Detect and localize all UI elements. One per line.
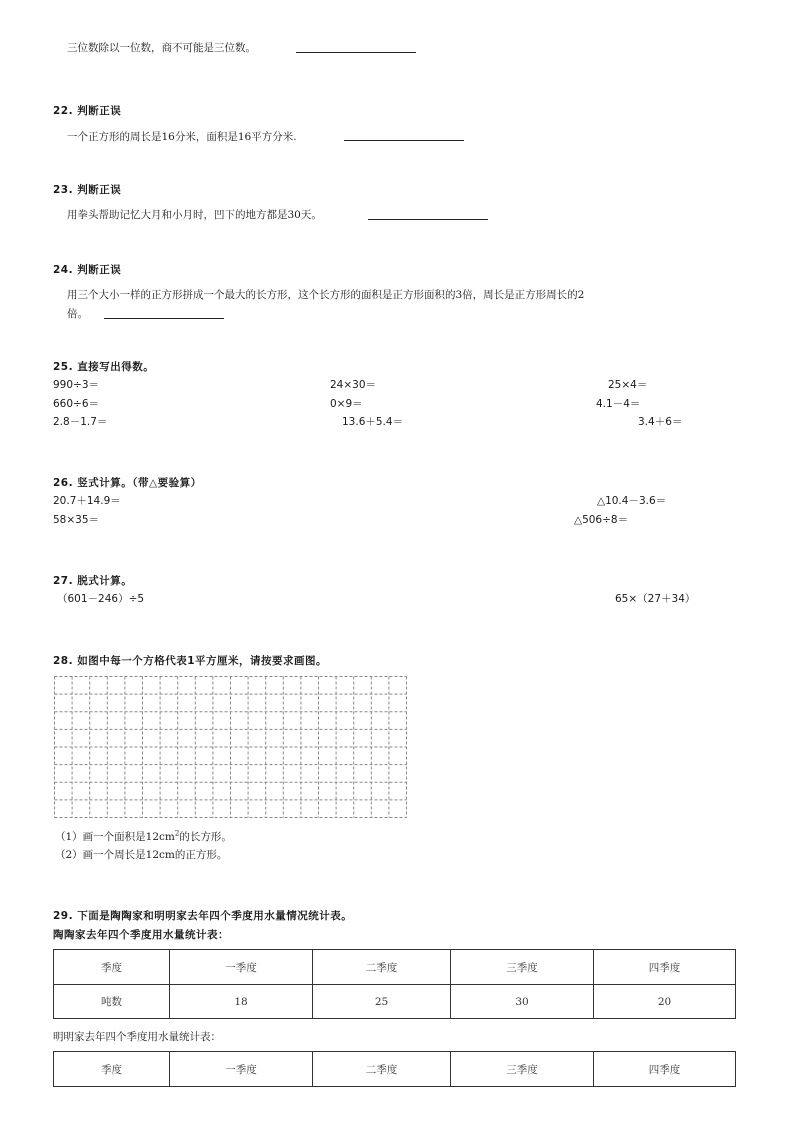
- q28-sub1-text: （1）画一个面积是12cm: [55, 831, 175, 843]
- value-cell: 18: [170, 985, 313, 1019]
- q28-sub2: （2）画一个周长是12cm的正方形。: [55, 849, 228, 861]
- q25-item: 0×9＝: [330, 398, 363, 410]
- q26-item: 58×35＝: [53, 514, 100, 526]
- q22-text: 一个正方形的周长是16分米，面积是16平方分米.: [67, 131, 297, 143]
- header-cell: 二季度: [313, 950, 451, 985]
- q25-item: 4.1－4＝: [596, 398, 641, 410]
- q26-item: △10.4－3.6＝: [597, 495, 667, 507]
- table-mingming: [53, 1051, 736, 1087]
- q23-text: 用拳头帮助记忆大月和小月时，凹下的地方都是30天。: [67, 209, 322, 221]
- q25-item: 2.8－1.7＝: [53, 416, 108, 428]
- value-cell: 25: [313, 985, 451, 1019]
- q25-item: 660÷6＝: [53, 398, 100, 410]
- q23-title: 23. 判断正误: [53, 184, 122, 196]
- header-cell: 季度: [54, 950, 170, 985]
- table-header-row: [54, 1052, 736, 1087]
- value-cell: 20: [594, 985, 736, 1019]
- table-taotao: [53, 949, 736, 1019]
- header-cell: 四季度: [594, 950, 736, 985]
- q28-sub1: [55, 829, 232, 844]
- q29-title: 29. 下面是陶陶家和明明家去年四个季度用水量情况统计表。: [53, 910, 353, 922]
- q28-title: 28. 如图中每一个方格代表1平方厘米，请按要求画图。: [53, 655, 328, 667]
- header-cell: 三季度: [451, 950, 594, 985]
- header-cell: 四季度: [594, 1052, 736, 1087]
- q24-answer-blank[interactable]: [104, 306, 224, 319]
- value-cell: 30: [451, 985, 594, 1019]
- q27-title: 27. 脱式计算。: [53, 575, 133, 587]
- header-cell: 季度: [54, 1052, 170, 1087]
- q28-sub1-suffix: 的长方形。: [179, 831, 232, 843]
- q21-answer-blank[interactable]: [296, 40, 416, 53]
- q24-text-line2: 倍。: [67, 308, 88, 320]
- header-cell: 一季度: [170, 1052, 313, 1087]
- drawing-grid[interactable]: [54, 676, 408, 819]
- q24-text-line1: 用三个大小一样的正方形拼成一个最大的长方形，这个长方形的面积是正方形面积的3倍，周长是正方形周长的2: [67, 289, 585, 301]
- q25-item: 3.4＋6＝: [638, 416, 683, 428]
- q25-item: 24×30＝: [330, 379, 377, 391]
- header-cell: 一季度: [170, 950, 313, 985]
- q25-title: 25. 直接写出得数。: [53, 361, 155, 373]
- table2-caption: 明明家去年四个季度用水量统计表：: [53, 1031, 221, 1043]
- q27-item: （601－246）÷5: [57, 593, 145, 605]
- q23-answer-blank[interactable]: [368, 207, 488, 220]
- q27-item: 65×（27＋34）: [615, 593, 696, 605]
- q22-title: 22. 判断正误: [53, 105, 122, 117]
- header-cell: 二季度: [313, 1052, 451, 1087]
- q21-text: 三位数除以一位数，商不可能是三位数。: [67, 42, 256, 54]
- q22-answer-blank[interactable]: [344, 128, 464, 141]
- q25-item: 990÷3＝: [53, 379, 100, 391]
- q24-title: 24. 判断正误: [53, 264, 122, 276]
- q25-item: 13.6＋5.4＝: [342, 416, 404, 428]
- q26-title: 26. 竖式计算。（带△要验算）: [53, 477, 202, 489]
- header-cell: 三季度: [451, 1052, 594, 1087]
- q28-sub1-superscript: 2: [174, 829, 180, 838]
- q25-item: 25×4＝: [608, 379, 648, 391]
- q21-statement: [67, 40, 256, 55]
- table1-caption: 陶陶家去年四个季度用水量统计表：: [53, 929, 229, 941]
- table-row: [54, 985, 736, 1019]
- table-header-row: [54, 950, 736, 985]
- q26-item: △506÷8＝: [574, 514, 629, 526]
- row-label-cell: 吨数: [54, 985, 170, 1019]
- q26-item: 20.7＋14.9＝: [53, 495, 121, 507]
